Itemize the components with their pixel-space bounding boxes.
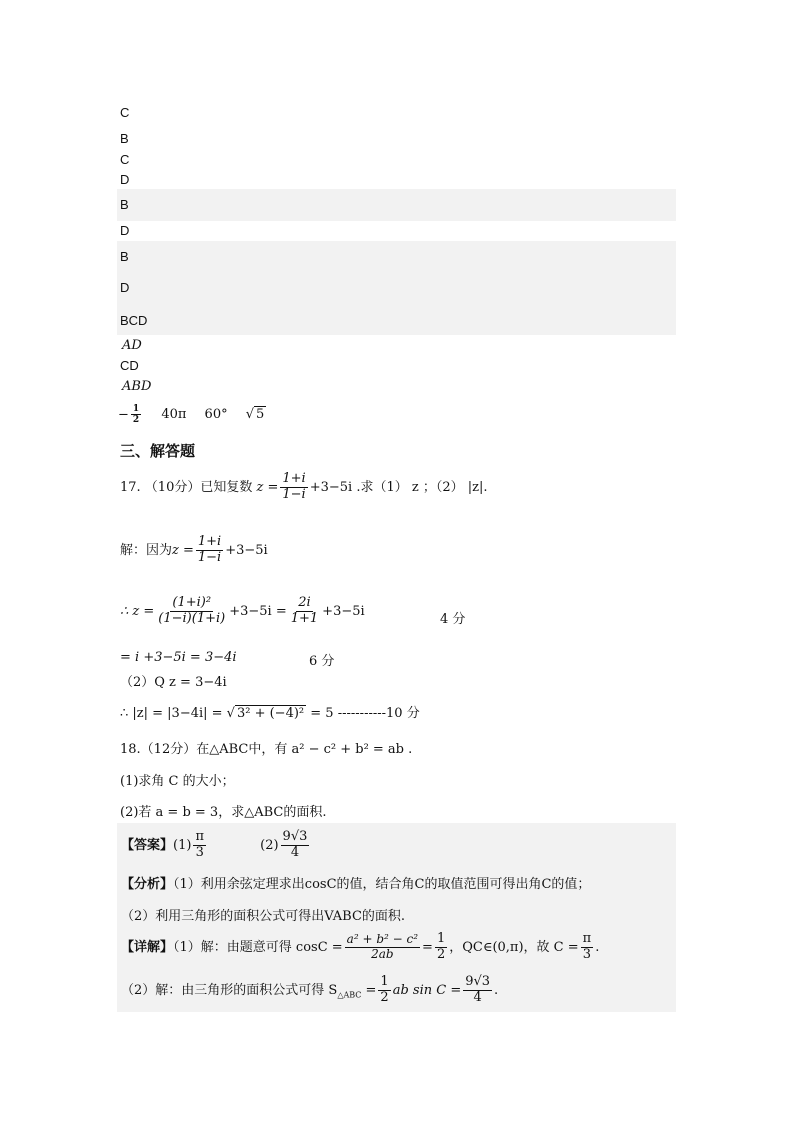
answer-5: B (120, 197, 129, 212)
answer-10: AD (122, 338, 142, 353)
sol17-line2-mid: +3−5i = (229, 603, 287, 619)
sol17-line5-tail: = 5 -----------10 分 (310, 706, 420, 721)
ans18-detail1-den: 2ab (371, 946, 394, 961)
ans18-detail1-mid: ，QC∈(0,π)，故 C = (449, 939, 579, 955)
ans18-detail2-den: 2 (380, 989, 389, 1005)
ans18-p1-num: π (195, 829, 204, 844)
ans18-detail1-num: a² + b² − c² (346, 932, 419, 947)
sol17-line3: = i +3−5i = 3−4i (120, 650, 237, 665)
blank-1-num: 1 (132, 404, 140, 414)
ans18-detail2-num2: 9√3 (465, 974, 491, 989)
ans18-detail2-eq: = (361, 982, 377, 998)
blank-4-value: 5 (256, 407, 265, 423)
ans18-detail-label: 【详解】 (121, 939, 174, 955)
ans18-p2: (2) (260, 837, 279, 853)
sol17-line2-den: (1−i)(1+i) (158, 610, 226, 626)
ans18-detail1-den2: 2 (436, 946, 446, 962)
answer-12: ABD (122, 379, 152, 394)
blank-2: 40π (161, 407, 187, 423)
answer-2: B (120, 131, 129, 146)
sol17-line1-tail: +3−5i (225, 542, 268, 558)
ans18-p2-den: 4 (290, 844, 300, 860)
sol17-line2-num: (1+i)² (172, 595, 212, 610)
answer-6: D (120, 223, 130, 238)
highlight-band-2 (117, 241, 676, 335)
sol17-line1-z: z = (172, 542, 194, 558)
q18-line3: (2)若 a = b = 3，求△ABC的面积. (120, 805, 327, 820)
ans18-detail2-den2: 4 (473, 989, 482, 1005)
sol17-line1-den: 1−i (197, 549, 222, 565)
ans18-label: 【答案】 (121, 837, 174, 853)
sol17-line2-lead: ∴ z = (120, 603, 155, 619)
ans18-p1-den: 3 (195, 844, 204, 860)
answer-11: CD (120, 358, 139, 373)
sol17-line2-tail: +3−5i (322, 603, 365, 619)
ans18-detail2-end: . (494, 982, 499, 998)
sol17-line2-score: 4 分 (440, 612, 466, 627)
ans18-detail2-mid: ab sin C = (392, 982, 462, 998)
answer-3: C (120, 152, 130, 167)
sol17-line2-num2: 2i (298, 595, 311, 610)
answer-7: B (120, 249, 129, 264)
ans18-answer (121, 830, 311, 861)
q17-statement (120, 472, 487, 503)
q17-frac-num: 1+i (282, 471, 306, 486)
q17-lead: 17. （10分）已知复数 (120, 479, 253, 495)
sol17-line1-num: 1+i (197, 534, 222, 549)
blank-3: 60° (204, 407, 228, 423)
answer-1: C (120, 105, 130, 120)
q18-line2: (1)求角 C 的大小； (120, 774, 235, 789)
blank-1-sign: − (118, 407, 129, 423)
sol17-line2 (120, 596, 365, 627)
answer-9: BCD (120, 313, 148, 328)
ans18-p2-num: 9√3 (282, 829, 308, 844)
sol17-line4: （2）Q z = 3−4i (120, 675, 227, 690)
ans18-detail2-num: 1 (380, 974, 389, 989)
sol17-line5 (120, 702, 420, 721)
ans18-analysis-text-1: （1）利用余弦定理求出cosC的值，结合角C的取值范围可得出角C的值； (173, 877, 591, 892)
ans18-p1: (1) (173, 837, 192, 853)
q17-tail: +3−5i .求（1） z ；（2） |z|. (309, 479, 488, 495)
section-title: 三、解答题 (120, 443, 196, 460)
ans18-detail1-end: . (595, 939, 600, 955)
sol17-line1 (120, 535, 268, 566)
sol17-line5-lead: ∴ |z| = |3−4i| = √ (120, 706, 235, 721)
ans18-detail1-lead: （1）解：由题意可得 cosC = (173, 939, 343, 955)
answer-4: D (120, 172, 130, 187)
ans18-detail2-lead: （2）解：由三角形的面积公式可得 S (121, 982, 338, 998)
ans18-detail1-num3: π (582, 931, 592, 946)
sol17-line3-score: 6 分 (309, 654, 335, 669)
fill-blank-answers (118, 404, 266, 426)
ans18-detail-2 (121, 975, 498, 1006)
ans18-detail1-den3: 3 (582, 946, 592, 962)
answer-8: D (120, 280, 130, 295)
highlight-band-1 (117, 189, 676, 221)
ans18-detail1-eq: = (422, 939, 433, 955)
blank-1-den: 2 (132, 415, 140, 426)
ans18-analysis-2: （2）利用三角形的面积公式可得出VABC的面积. (121, 909, 406, 924)
sol17-line2-den2: 1+1 (290, 610, 319, 626)
ans18-detail2-sub: △ABC (337, 990, 362, 1000)
q17-z-eq: z = (256, 479, 279, 495)
q17-frac-den: 1−i (282, 486, 306, 502)
q18-line1: 18.（12分）在△ABC中，有 a² − c² + b² = ab . (120, 742, 413, 757)
sol17-line5-root: 3² + (−4)² (236, 706, 305, 721)
ans18-detail1-num2: 1 (436, 931, 446, 946)
ans18-analysis-label: 【分析】 (121, 877, 174, 892)
ans18-analysis-1 (121, 873, 590, 892)
ans18-detail-1 (121, 932, 599, 963)
blank-4-root: √ (245, 407, 255, 423)
sol17-line1-lead: 解：因为 (120, 542, 173, 558)
